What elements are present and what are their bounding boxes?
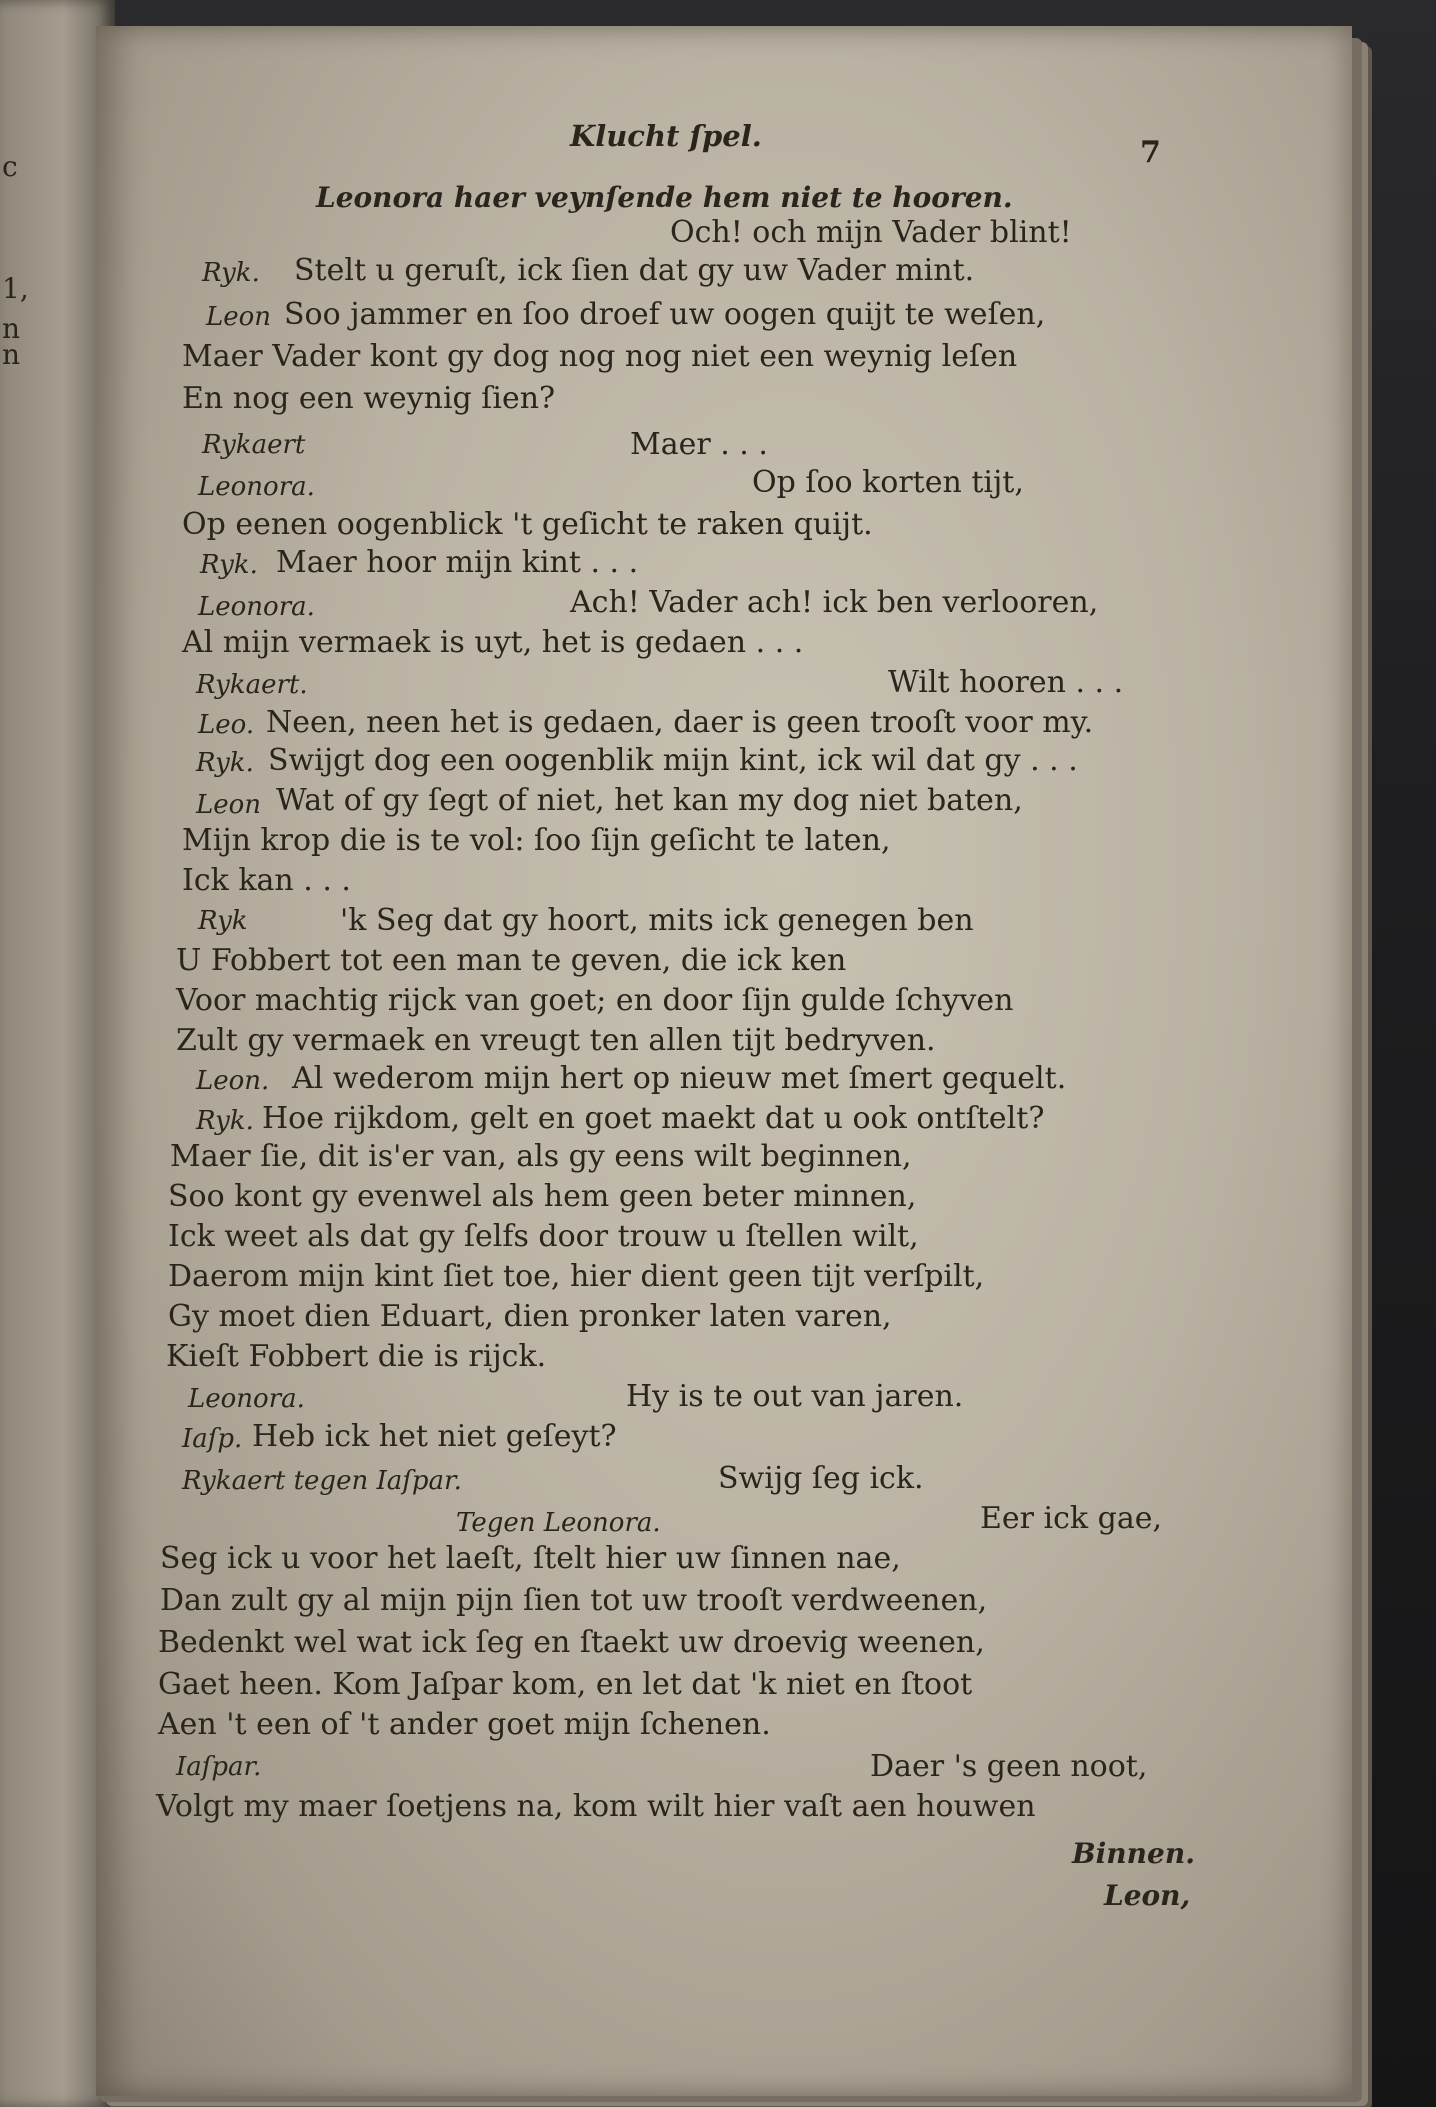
verse-line: 'k Seg dat gy hoort, mits ick genegen ben xyxy=(340,903,974,938)
left-page-fragment: n xyxy=(2,338,21,371)
verse-line: Op eenen oogenblick 't geſicht te raken quijt. xyxy=(182,507,873,542)
verse-line: Ach! Vader ach! ick ben verlooren, xyxy=(570,585,1099,620)
verse-line: Hy is te out van jaren. xyxy=(626,1379,964,1414)
speaker-label: Leon. xyxy=(196,1066,270,1096)
verse-line: Op ſoo korten tijt, xyxy=(752,465,1024,500)
verse-line: Stelt u geruſt, ick ſien dat gy uw Vader mint. xyxy=(294,253,975,288)
running-title: Klucht ſpel. xyxy=(570,119,762,153)
verse-line: Gaet heen. Kom Jaſpar kom, en let dat 'k niet en ſtoot xyxy=(158,1667,973,1702)
verse-line: En nog een weynig ſien? xyxy=(182,381,556,416)
verse-line: Hoe rijkdom, gelt en goet maekt dat u ook ontſtelt? xyxy=(262,1101,1045,1136)
speaker-label: Rykaert. xyxy=(196,670,308,700)
verse-line: Dan zult gy al mijn pijn ſien tot uw trooſt verdweenen, xyxy=(160,1583,988,1618)
speaker-label: Ryk. xyxy=(202,258,260,288)
catchword: Leon, xyxy=(1104,1879,1191,1912)
left-page-fragment: c xyxy=(2,150,18,183)
speaker-label: Rykaert tegen Iaſpar. xyxy=(182,1466,462,1496)
verse-line: Volgt my maer ſoetjens na, kom wilt hier vaſt aen houwen xyxy=(156,1789,1036,1824)
left-page-fragment: n xyxy=(2,312,21,345)
verse-line: Daer 's geen noot, xyxy=(870,1749,1148,1784)
verse-line: Al wederom mijn hert op nieuw met ſmert gequelt. xyxy=(292,1061,1067,1096)
speaker-label: Iaſpar. xyxy=(176,1752,262,1782)
speaker-label: Leon xyxy=(206,302,272,332)
verse-line: Bedenkt wel wat ick ſeg en ſtaekt uw droevig weenen, xyxy=(158,1625,985,1660)
page-number: 7 xyxy=(1140,135,1161,170)
verse-line: Heb ick het niet geſeyt? xyxy=(252,1419,617,1454)
speaker-label: Leonora. xyxy=(198,592,315,622)
verse-line: Gy moet dien Eduart, dien pronker laten varen, xyxy=(168,1299,892,1334)
verse-line: Maer hoor mijn kint . . . xyxy=(276,545,639,580)
verse-line: Swijg ſeg ick. xyxy=(718,1461,924,1496)
exit-direction: Binnen. xyxy=(1072,1837,1195,1870)
speaker-label: Leonora. xyxy=(188,1384,305,1414)
speaker-label: Leonora. xyxy=(198,472,315,502)
speaker-label: Leon xyxy=(196,790,262,820)
verse-line: Kieſt Fobbert die is rijck. xyxy=(166,1339,547,1374)
speaker-label: Leo. xyxy=(198,710,255,740)
left-page-fragment: 1, xyxy=(2,272,29,305)
verse-line: Maer Vader kont gy dog nog nog niet een weynig leſen xyxy=(182,339,1018,374)
verse-line: Swijgt dog een oogenblik mijn kint, ick wil dat gy . . . xyxy=(268,743,1078,778)
verse-line: Voor machtig rijck van goet; en door ſijn gulde ſchyven xyxy=(176,983,1014,1018)
verse-line: Mijn krop die is te vol: ſoo ſijn geſicht te laten, xyxy=(182,823,891,858)
verse-line: Och! och mijn Vader blint! xyxy=(670,215,1072,250)
verse-line: Maer ſie, dit is'er van, als gy eens wilt beginnen, xyxy=(170,1139,912,1174)
verse-line: Aen 't een of 't ander goet mijn ſchenen. xyxy=(158,1707,771,1742)
verse-line: Seg ick u voor het laeſt, ſtelt hier uw ſinnen nae, xyxy=(160,1541,901,1576)
verse-line: Zult gy vermaek en vreugt ten allen tijt bedryven. xyxy=(176,1023,936,1058)
speaker-label: Ryk. xyxy=(196,748,254,778)
speaker-label: Ryk. xyxy=(200,550,258,580)
speaker-label: Iaſp. xyxy=(182,1424,243,1454)
speaker-label: Rykaert xyxy=(202,430,306,460)
verse-line: Ick kan . . . xyxy=(182,863,351,898)
speaker-label: Tegen Leonora. xyxy=(456,1508,661,1538)
verse-line: Daerom mijn kint ſiet toe, hier dient geen tijt verſpilt, xyxy=(168,1259,985,1294)
verse-line: Soo jammer en ſoo droef uw oogen quijt te weſen, xyxy=(284,297,1046,332)
verse-line: Al mijn vermaek is uyt, het is gedaen . . . xyxy=(182,625,804,660)
verse-line: Ick weet als dat gy ſelfs door trouw u ſtellen wilt, xyxy=(168,1219,919,1254)
verse-line: Maer . . . xyxy=(630,427,768,462)
verse-line: U Fobbert tot een man te geven, die ick ken xyxy=(176,943,847,978)
stage-direction: Leonora haer veynſende hem niet te hooren. xyxy=(316,181,1013,214)
verse-line: Neen, neen het is gedaen, daer is geen trooſt voor my. xyxy=(266,705,1094,740)
verse-line: Eer ick gae, xyxy=(980,1501,1163,1536)
verse-line: Wat of gy ſegt of niet, het kan my dog niet baten, xyxy=(276,783,1023,818)
speaker-label: Ryk. xyxy=(196,1106,254,1136)
verse-line: Wilt hooren . . . xyxy=(888,665,1124,700)
speaker-label: Ryk xyxy=(198,906,248,936)
book-page xyxy=(96,26,1352,2096)
verse-line: Soo kont gy evenwel als hem geen beter minnen, xyxy=(168,1179,917,1214)
